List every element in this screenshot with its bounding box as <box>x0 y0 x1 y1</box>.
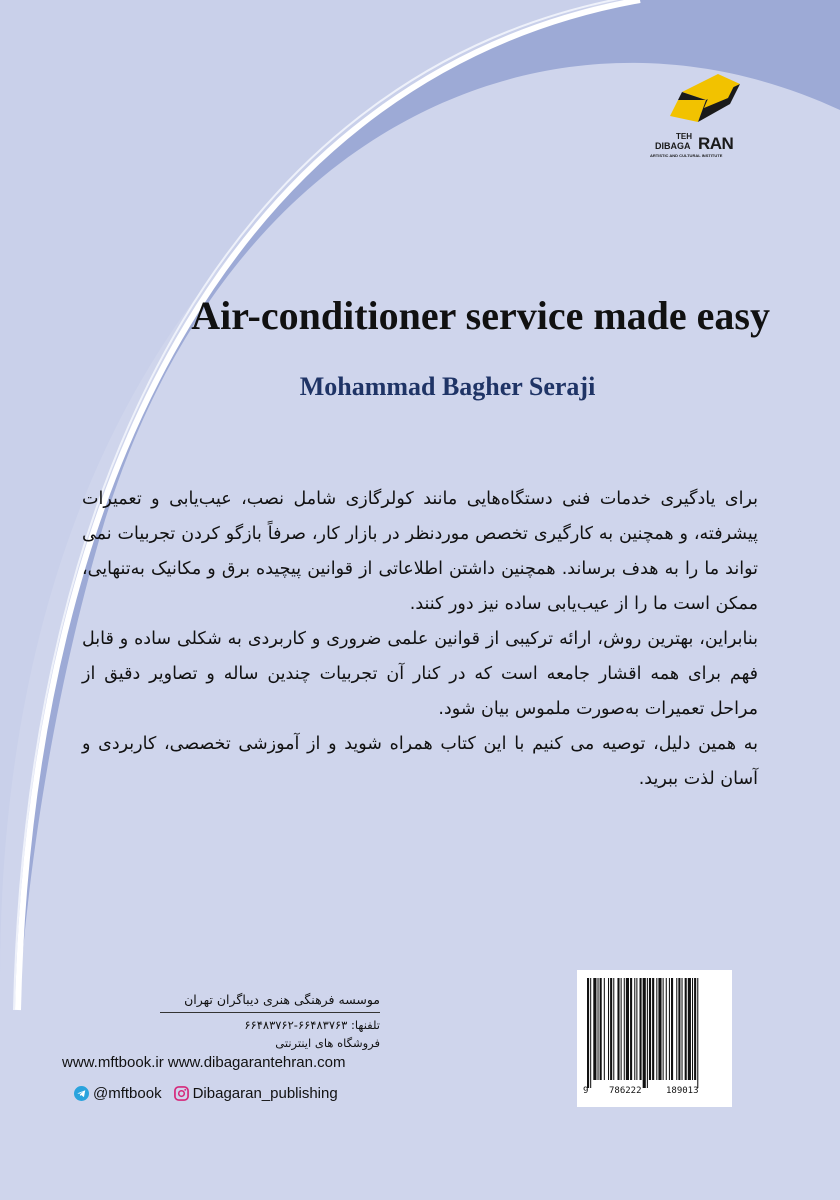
barcode-bar <box>593 978 596 1080</box>
telegram-icon <box>74 1086 89 1101</box>
barcode-bar <box>685 978 687 1080</box>
isbn-group-b: 189013 <box>666 1086 699 1096</box>
description-paragraph: بنابراین، بهترین روش، ارائه ترکیبی از قوانین علمی ضروری و کاربردی به شکلی ساده و قابل فهم برای همه اقشار جامعه است که در کنار آن تجربیات چندین ساله و تصاویر دقیق از مراحل تعمیرات به‌صورت ملموس بیان شود. <box>82 629 758 719</box>
barcode-bar <box>587 978 589 1088</box>
barcode-bar <box>692 978 693 1080</box>
barcode-bar <box>626 978 629 1080</box>
barcode-bar <box>658 978 661 1080</box>
barcode-bar <box>590 978 591 1088</box>
publisher-name: موسسه فرهنگی هنری دیباگران تهران <box>184 992 380 1007</box>
barcode-bar <box>663 978 664 1080</box>
barcode-bar <box>608 978 609 1080</box>
publisher-websites: www.mftbook.ir www.dibagarantehran.com <box>62 1054 346 1071</box>
barcode-bar <box>652 978 654 1080</box>
description-paragraph: برای یادگیری خدمات فنی دستگاه‌هایی مانند کولرگازی شامل نصب، عیب‌یابی و تعمیرات پیشرفته، و همچنین به کارگیری تخصص موردنظر در بازار کار، صرفاً بازگو کردن تجربیات نمی تواند ما را به هدف برساند. همچنین داشتن اطلاعاتی از قوانین پیچیده برق و مکانیک به‌تنهایی، ممکن است ما را از عیب‌یابی ساده نیز دور کنند. <box>82 489 758 614</box>
barcode-bar <box>598 978 599 1080</box>
logo-institute: ARTISTIC AND CULTURAL INSTITUTE <box>650 153 723 158</box>
description-paragraph: به همین دلیل، توصیه می کنیم با این کتاب همراه شوید و از آموزشی تخصصی، کاربردی و آسان لذت ببرید. <box>82 734 758 789</box>
book-description <box>82 482 758 797</box>
logo-ran: RAN <box>698 134 734 153</box>
barcode-bar <box>697 978 698 1088</box>
barcode-bar <box>669 978 670 1080</box>
barcode-bar <box>600 978 602 1080</box>
barcode-bar <box>643 978 646 1088</box>
telegram-handle: @mftbook <box>93 1084 162 1102</box>
barcode-bar <box>610 978 612 1080</box>
barcode-bar <box>649 978 651 1080</box>
barcode-bar <box>630 978 632 1080</box>
barcode-bar <box>624 978 625 1080</box>
online-stores-label: فروشگاه های اینترنتی <box>275 1036 380 1050</box>
barcode-bar <box>694 978 696 1080</box>
barcode-bar <box>634 978 635 1080</box>
instagram-icon <box>174 1086 189 1101</box>
barcode-bar <box>636 978 637 1080</box>
barcode-bar <box>688 978 691 1080</box>
book-title: Air-conditioner service made easy <box>191 293 770 338</box>
barcode-bar <box>671 978 673 1080</box>
divider <box>160 1012 380 1013</box>
barcode-bar <box>682 978 683 1080</box>
barcode-bar <box>621 978 622 1080</box>
barcode-bar <box>604 978 605 1080</box>
publisher-phones: تلفنها: ۶۶۴۸۳۷۶۳-۶۶۴۸۳۷۶۲ <box>244 1018 380 1032</box>
barcode-bar <box>656 978 657 1080</box>
social-links <box>74 1082 338 1104</box>
barcode-bar <box>666 978 667 1080</box>
barcode-bars <box>587 978 722 1088</box>
barcode-bar <box>640 978 642 1080</box>
barcode-bar <box>613 978 614 1080</box>
barcode-bar <box>676 978 677 1080</box>
barcode-bar <box>647 978 648 1088</box>
logo-dibaga: DIBAGA <box>655 141 691 151</box>
publisher-logo <box>650 70 750 165</box>
barcode-bar <box>678 978 680 1080</box>
publisher-info <box>62 990 380 1052</box>
barcode-bar <box>617 978 619 1080</box>
logo-teh: TEH <box>676 132 692 141</box>
book-author: Mohammad Bagher Seraji <box>299 372 596 401</box>
isbn-lead-digit: 9 <box>583 1086 589 1096</box>
isbn-group-a: 786222 <box>609 1086 642 1096</box>
instagram-handle: Dibagaran_publishing <box>192 1084 338 1102</box>
isbn-barcode <box>577 970 732 1107</box>
book-logo-icon <box>668 70 742 128</box>
